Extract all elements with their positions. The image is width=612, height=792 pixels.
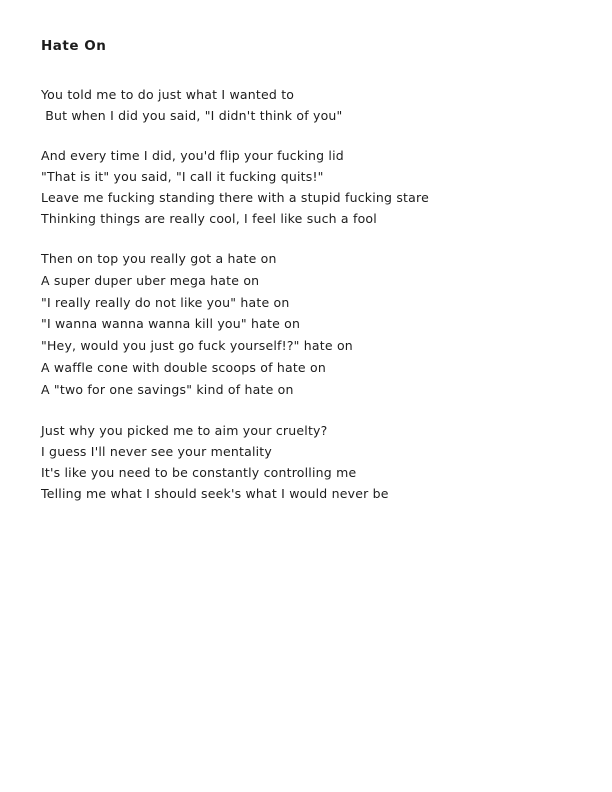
lyric-line: Thinking things are really cool, I feel like such a fool (41, 211, 377, 226)
lyric-line: A "two for one savings" kind of hate on (41, 381, 294, 397)
lyric-line: "I wanna wanna wanna kill you" hate on (41, 316, 301, 332)
lyric-line: Leave me fucking standing there with a stupid fucking stare (41, 190, 429, 205)
stanza-2 (41, 145, 572, 229)
stanza-3 (41, 248, 572, 401)
lyric-line: I guess I'll never see your mentality (41, 443, 273, 459)
lyric-line: And every time I did, you'd flip your fucking lid (41, 148, 344, 163)
lyric-line: Just why you picked me to aim your cruelty? (41, 422, 328, 438)
stanza-1 (41, 84, 572, 126)
stanza-4 (41, 420, 572, 504)
lyric-line: But when I did you said, "I didn't think of you" (41, 108, 343, 123)
lyric-line: Telling me what I should seek's what I would never be (41, 485, 389, 501)
lyric-line: It's like you need to be constantly controlling me (41, 464, 357, 480)
lyric-line: Then on top you really got a hate on (41, 251, 277, 266)
lyric-line: A super duper uber mega hate on (41, 272, 260, 288)
lyric-line: "That is it" you said, "I call it fucking quits!" (41, 169, 324, 184)
lyric-line: "I really really do not like you" hate on (41, 294, 290, 310)
lyric-line: A waffle cone with double scoops of hate on (41, 359, 326, 375)
lyric-line: You told me to do just what I wanted to (41, 87, 295, 102)
lyric-line: "Hey, would you just go fuck yourself!?" hate on (41, 338, 353, 354)
song-title: Hate On (41, 38, 107, 54)
